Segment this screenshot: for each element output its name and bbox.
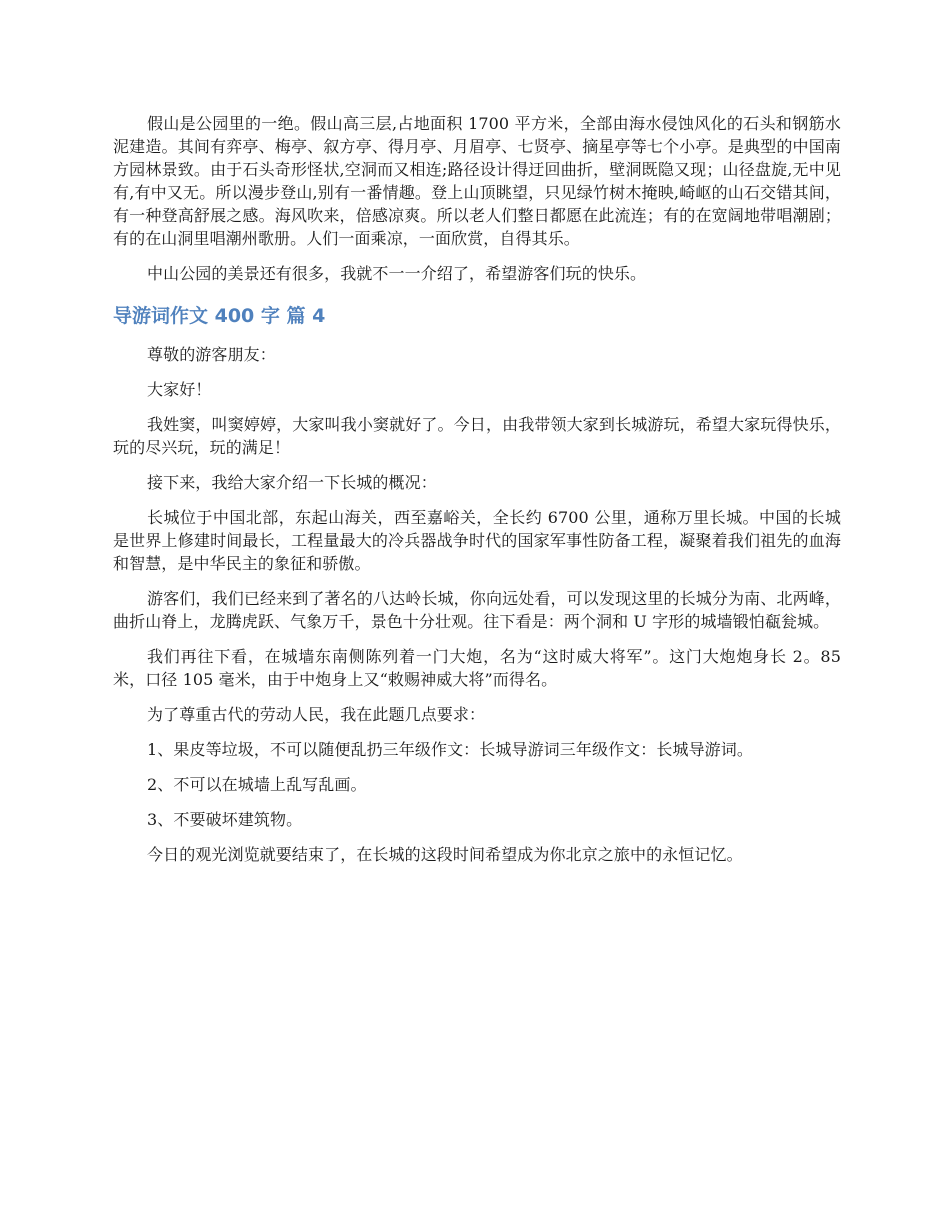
list-item-requirement-1: 1、果皮等垃圾，不可以随便乱扔三年级作文：长城导游词三年级作文：长城导游词。: [147, 740, 753, 759]
list-item-requirement-2: 2、不可以在城墙上乱写乱画。: [147, 775, 367, 794]
section-heading: 导游词作文 400 字 篇 4: [113, 305, 326, 327]
paragraph-greeting-2: 大家好！: [147, 380, 212, 399]
paragraph-badaling: 游客们，我们已经来到了著名的八达岭长城，你向远处看，可以发现这里的长城分为南、北两峰，曲折山脊上，龙腾虎跃、气象万千，景色十分壮观。往下看是：两个洞和 U 字形的城墙锻怕瓻瓮城。: [113, 589, 841, 631]
paragraph-park-closing: 中山公园的美景还有很多，我就不一一介绍了，希望游客们玩的快乐。: [147, 264, 647, 283]
paragraph-introduction: 我姓窦，叫窦婷婷，大家叫我小窦就好了。今日，由我带领大家到长城游玩，希望大家玩得快乐，玩的尽兴玩，玩的满足！: [113, 415, 841, 457]
paragraph-great-wall-overview: 长城位于中国北部，东起山海关，西至嘉峪关，全长约 6700 公里，通称万里长城。中国的长城是世界上修建时间最长，工程量最大的冷兵器战争时代的国家军事性防备工程，凝聚着我们祖先的血海和智慧，是中华民主的象征和骄傲。: [113, 508, 841, 573]
paragraph-greeting-1: 尊敬的游客朋友：: [147, 345, 276, 364]
document-page: [113, 112, 841, 878]
paragraph-rockery: 假山是公园里的一绝。假山高三层,占地面积 1700 平方米，全部由海水侵蚀风化的石头和钢筋水泥建造。其间有弈亭、梅亭、叙方亭、得月亭、月眉亭、七贤亭、摘星亭等七个小亭。是典型的中国南方园林景致。由于石头奇形怪状,空洞而又相连;路径设计得迂回曲折，壁洞既隐又现；山径盘旋,无中见有,有中又无。所以漫步登山,别有一番情趣。登上山顶眺望，只见绿竹树木掩映,崎岖的山石交错其间，有一种登高舒展之感。海风吹来，倍感凉爽。所以老人们整日都愿在此流连；有的在宽阔地带唱潮剧；有的在山洞里唱潮州歌册。人们一面乘凉，一面欣赏，自得其乐。: [113, 114, 841, 248]
paragraph-overview-intro: 接下来，我给大家介绍一下长城的概况：: [147, 473, 437, 492]
paragraph-cannon: 我们再往下看，在城墙东南侧陈列着一门大炮，名为“这时威大将军”。这门大炮炮身长 2。85 米，口径 105 毫米，由于中炮身上又“敕赐神威大将”而得名。: [113, 647, 841, 689]
list-item-requirement-3: 3、不要破坏建筑物。: [147, 810, 303, 829]
paragraph-farewell: 今日的观光浏览就要结束了，在长城的这段时间希望成为你北京之旅中的永恒记忆。: [147, 845, 743, 864]
paragraph-requirements-intro: 为了尊重古代的劳动人民，我在此题几点要求：: [147, 705, 486, 724]
